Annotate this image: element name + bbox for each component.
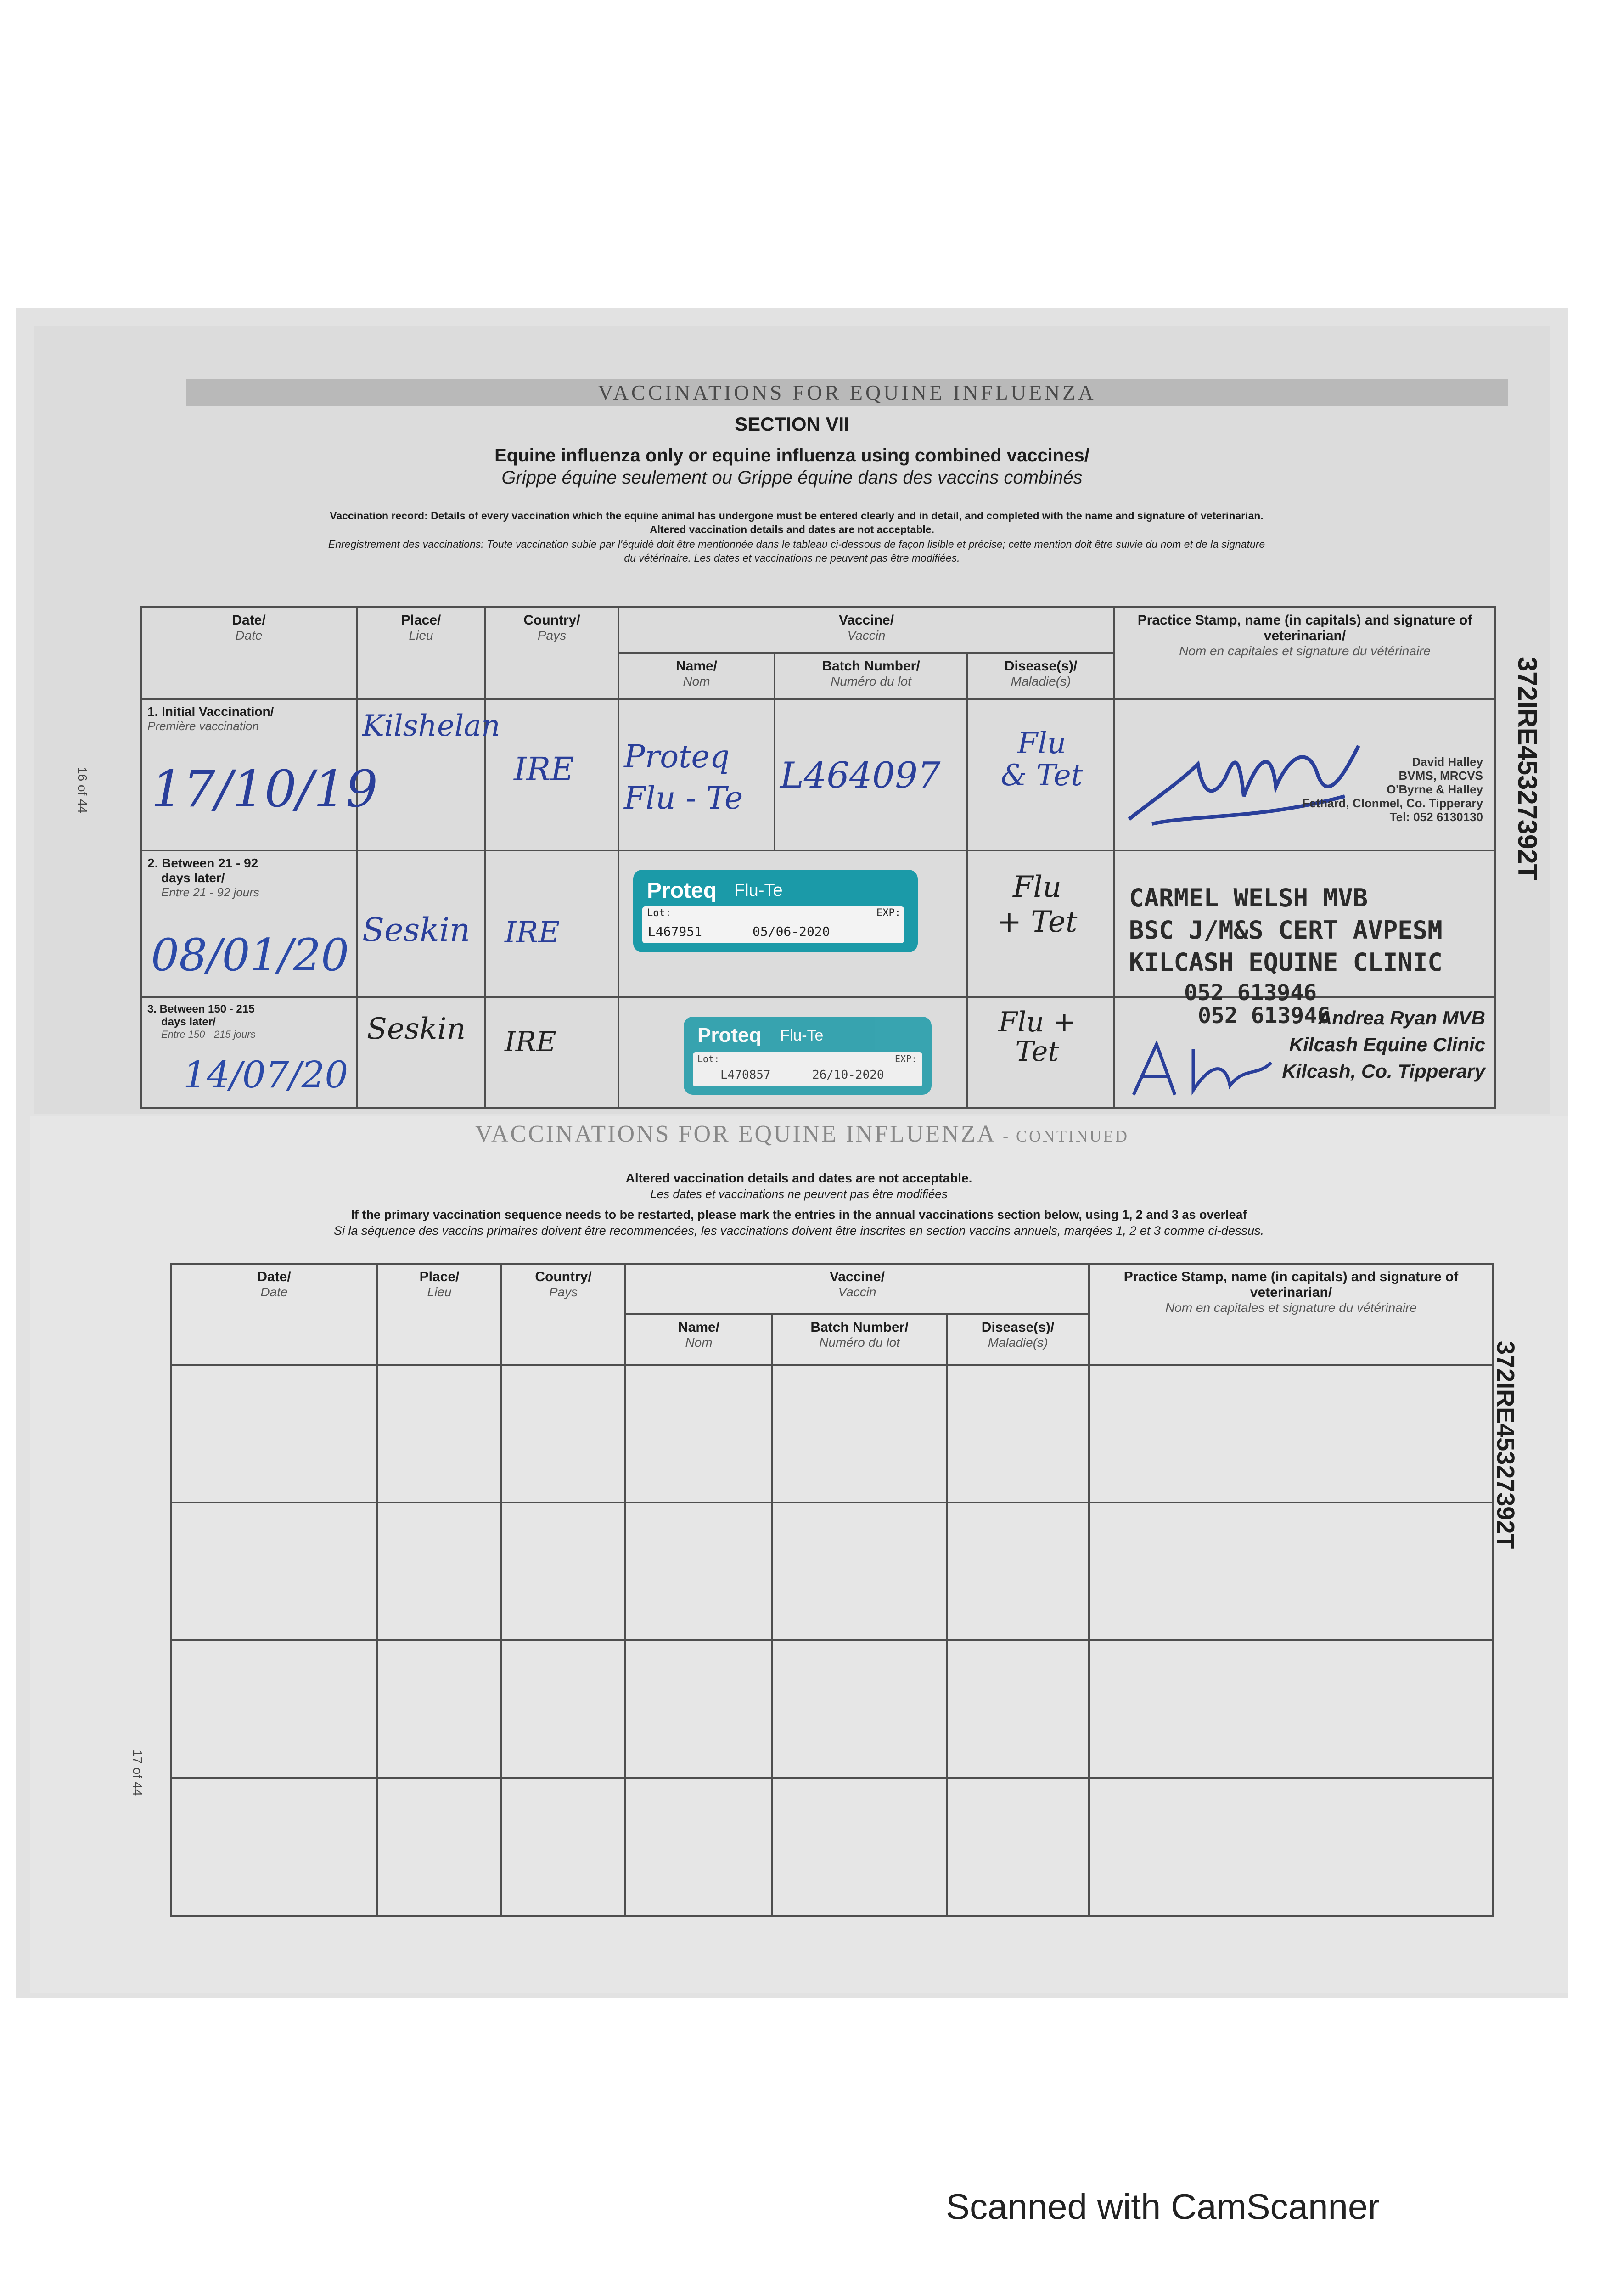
row-1-disease-cell	[967, 699, 1114, 850]
row-1-name-cell	[618, 699, 775, 850]
row-1-batch: L464097	[780, 755, 941, 796]
row-1-country-cell	[485, 699, 618, 850]
table-row	[141, 850, 1495, 997]
header-batch-number: Batch Number/ Numéro du lot	[775, 653, 967, 699]
row-2-label: 2. Between 21 - 92	[147, 856, 258, 870]
row-1-label: 1. Initial Vaccination/	[147, 704, 274, 719]
vet-stamp-2-line-3: KILCASH EQUINE CLINIC	[1129, 948, 1443, 977]
row-2-label-2: days later/	[161, 871, 225, 885]
row-3-date-cell	[141, 997, 357, 1108]
row-2-disease-cell	[967, 850, 1114, 997]
row-3-label-2: days later/	[161, 1016, 216, 1028]
row-1-country: IRE	[514, 750, 574, 788]
row-3-place: Seskin	[367, 1012, 466, 1046]
row-3-label-fr: Entre 150 - 215 jours	[161, 1029, 256, 1040]
vet-signature-3	[1124, 1035, 1276, 1104]
table-row	[141, 997, 1495, 1108]
scanner-watermark: Scanned with CamScanner	[946, 2186, 1380, 2227]
row-1-place: Kilshelan	[362, 709, 500, 743]
row-2-label-fr: Entre 21 - 92 jours	[161, 885, 259, 899]
vaccine-sticker-2: Proteq Flu-Te Lot: EXP: L467951 05/06-2020	[633, 870, 918, 952]
row-2-vaccine-cell	[618, 850, 967, 997]
row-3-disease: Flu + Tet	[998, 1006, 1076, 1068]
cont-header-vaccine: Vaccine/ Vaccin	[625, 1264, 1089, 1314]
header-vaccine-name: Name/ Nom	[618, 653, 775, 699]
row-1-label-fr: Première vaccination	[147, 719, 259, 733]
passport-id-lower: 372IRE45327392T	[1492, 1341, 1519, 1549]
row-1-date: 17/10/19	[151, 760, 378, 818]
section-subtitle-fr: Grippe équine seulement ou Grippe équine dans des vaccins combinés	[501, 467, 1083, 488]
row-1-place-cell	[357, 699, 500, 850]
header-vaccine: Vaccine/ Vaccin	[618, 607, 1114, 653]
page-continued	[30, 1116, 1568, 1993]
row-2-country: IRE	[505, 916, 560, 950]
record-instructions-fr: Enregistrement des vaccinations: Toute vaccination subie par l'équidé doit être mentionnée dans le tableau ci-dessous de façon lisible et précise; cette mention doit être suivie du nom et de la signature	[328, 538, 1265, 550]
vet-stamp-2-line-4: 052 613946	[1184, 980, 1317, 1006]
row-3-country: IRE	[505, 1026, 556, 1058]
row-2-place: Seskin	[362, 911, 471, 949]
cont-header-date: Date/ Date	[171, 1264, 377, 1365]
vet-stamp-3-phone: 052 613946	[1198, 1003, 1331, 1029]
section-title: SECTION VII	[735, 413, 849, 435]
cont-header-stamp: Practice Stamp, name (in capitals) and signature of veterinarian/ Nom en capitales et signature du vétérinaire	[1089, 1264, 1493, 1365]
row-3-place-cell	[357, 997, 485, 1108]
continued-note-1-fr: Les dates et vaccinations ne peuvent pas être modifiées	[650, 1187, 948, 1201]
record-instructions-fr-2: du vétérinaire. Les dates et vaccinations ne peuvent pas être modifiées.	[624, 552, 960, 564]
record-instructions-en-2: Altered vaccination details and dates are not acceptable.	[650, 523, 934, 535]
passport-id-upper: 372IRE45327392T	[1512, 657, 1542, 880]
page-number-upper: 16 of 44	[75, 767, 90, 814]
cont-header-place: Place/ Lieu	[377, 1264, 501, 1365]
row-3-disease-cell	[967, 997, 1114, 1108]
vet-stamp-2-line-1: CARMEL WELSH MVB	[1129, 884, 1368, 912]
vaccination-table-continued	[170, 1263, 1494, 1917]
continued-note-2: If the primary vaccination sequence needs to be restarted, please mark the entries in the annual vaccinations section below, using 1, 2 and 3 as overleaf	[351, 1208, 1247, 1221]
cont-header-name: Name/ Nom	[625, 1314, 772, 1365]
table-row	[171, 1365, 1493, 1503]
row-3-label: 3. Between 150 - 215	[147, 1003, 255, 1015]
section-banner: VACCINATIONS FOR EQUINE INFLUENZA	[186, 379, 1508, 406]
cont-header-disease: Disease(s)/ Maladie(s)	[947, 1314, 1089, 1365]
vet-stamp-1: David Halley BVMS, MRCVS O'Byrne & Halley Fethard, Clonmel, Co. Tipperary Tel: 052 6130130	[1302, 755, 1483, 824]
continued-note-2-fr: Si la séquence des vaccins primaires doivent être recommencées, les vaccinations doivent être inscrites en section vaccins annuels, marqées 1, 2 et 3 comme ci-dessus.	[334, 1224, 1264, 1238]
row-3-vaccine-cell	[618, 997, 967, 1108]
header-disease: Disease(s)/ Maladie(s)	[967, 653, 1114, 699]
section-subtitle-en: Equine influenza only or equine influenza using combined vaccines/	[494, 445, 1089, 466]
continued-banner: VACCINATIONS FOR EQUINE INFLUENZA - CONTINUED	[475, 1121, 1129, 1147]
vet-stamp-3: Andrea Ryan MVB Kilcash Equine Clinic Kilcash, Co. Tipperary	[1282, 1007, 1486, 1082]
record-instructions-en: Vaccination record: Details of every vaccination which the equine animal has undergone must be entered clearly and in detail, and completed with the name and signature of veterinarian.	[330, 510, 1264, 522]
table-row	[171, 1778, 1493, 1916]
row-1-batch-cell	[775, 699, 967, 850]
row-1-vaccine-name: Proteq Flu - Te	[624, 739, 743, 816]
row-2-country-cell	[485, 850, 618, 997]
table-row	[171, 1503, 1493, 1640]
row-3-date: 14/07/20	[183, 1053, 348, 1096]
scanned-passport-spread	[16, 308, 1568, 1998]
row-1-stamp-cell	[1114, 699, 1495, 850]
row-2-date: 08/01/20	[151, 929, 349, 981]
header-date: Date/ Date	[141, 607, 357, 699]
row-1-disease: Flu & Tet	[1000, 726, 1083, 793]
cont-header-country: Country/ Pays	[501, 1264, 625, 1365]
header-country: Country/ Pays	[485, 607, 618, 699]
page-section-vii	[34, 326, 1550, 1114]
page-number-lower: 17 of 44	[130, 1750, 145, 1796]
continued-note-1: Altered vaccination details and dates are not acceptable.	[625, 1171, 972, 1185]
row-3-country-cell	[485, 997, 618, 1108]
header-stamp: Practice Stamp, name (in capitals) and signature of veterinarian/ Nom en capitales et signature du vétérinaire	[1114, 607, 1495, 699]
table-row	[141, 699, 1495, 850]
row-3-stamp-cell	[1114, 997, 1495, 1108]
table-row	[171, 1640, 1493, 1778]
row-2-date-cell	[141, 850, 357, 997]
row-2-disease: Flu + Tet	[997, 870, 1078, 939]
vaccination-table-primary	[140, 606, 1496, 1109]
vaccine-sticker-3: Proteq Flu-Te Lot: EXP: L470857 26/10-2020	[684, 1017, 932, 1095]
row-1-date-cell	[141, 699, 378, 850]
row-2-stamp-cell	[1114, 850, 1495, 1006]
vet-stamp-2-line-2: BSC J/M&S CERT AVPESM	[1129, 916, 1443, 945]
cont-header-batch: Batch Number/ Numéro du lot	[772, 1314, 947, 1365]
header-place: Place/ Lieu	[357, 607, 485, 699]
row-2-place-cell	[357, 850, 485, 997]
